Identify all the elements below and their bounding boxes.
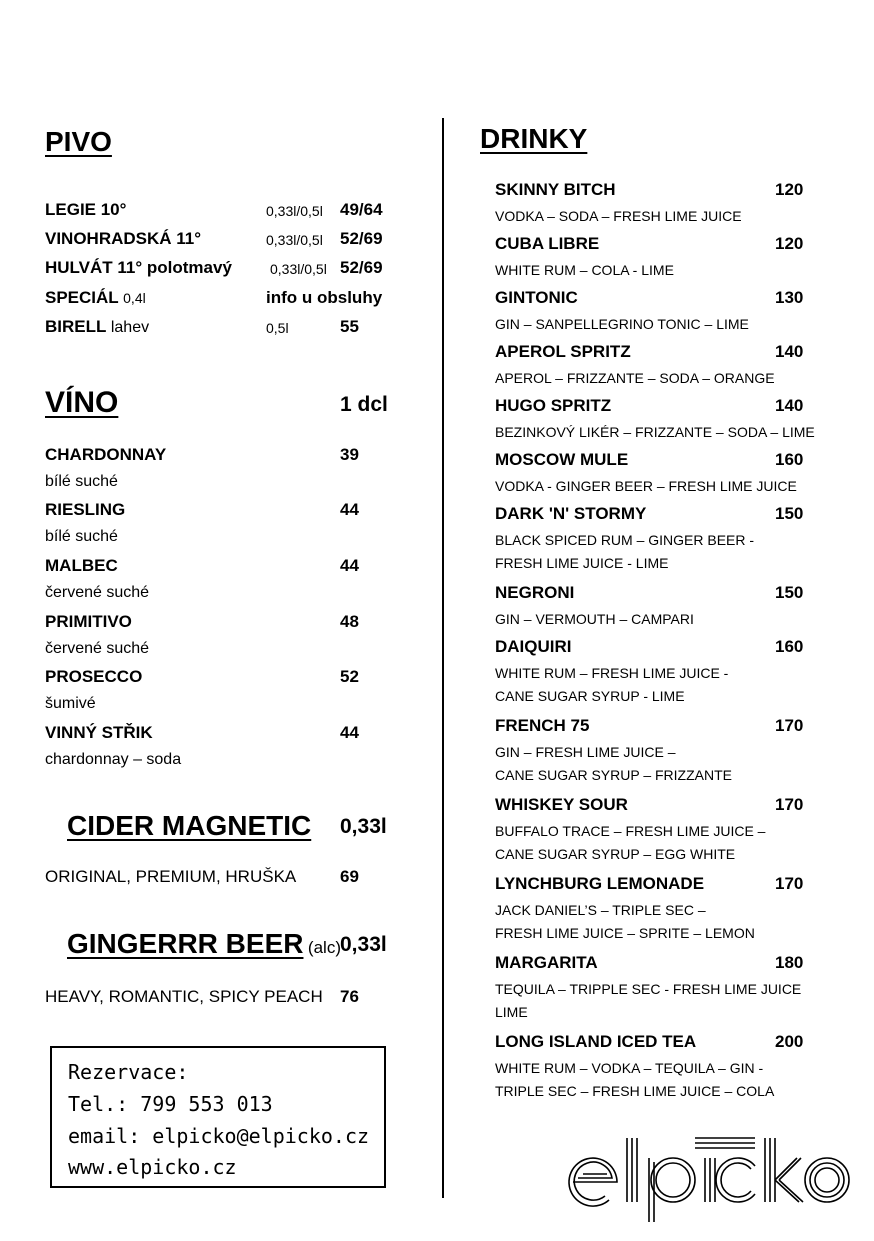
wine-desc: červené suché	[45, 584, 150, 601]
drink-name: HUGO SPRITZ	[495, 396, 612, 415]
reservation-website: www.elpicko.cz	[68, 1155, 237, 1179]
drink-price: 120	[775, 180, 804, 199]
drink-price: 200	[775, 1032, 804, 1051]
section-title-cider: CIDER MAGNETIC	[67, 810, 312, 841]
drink-ingredients: CANE SUGAR SYRUP – EGG WHITE	[495, 846, 736, 862]
elpicko-logo	[565, 1130, 855, 1225]
beer-extra: 0,4l	[123, 290, 146, 306]
drink-ingredients: GIN – FRESH LIME JUICE –	[495, 744, 676, 760]
wine-desc: bílé suché	[45, 473, 118, 490]
wine-unit: 1 dcl	[340, 393, 388, 416]
wine-name: VINNÝ STŘIK	[45, 723, 153, 742]
ginger-note: (alc)	[307, 938, 341, 957]
beer-name: HULVÁT 11° polotmavý	[45, 258, 232, 277]
beer-row-special	[45, 288, 146, 308]
drink-ingredients: LIME	[495, 1004, 528, 1020]
section-title-pivo: PIVO	[45, 126, 112, 157]
drink-price: 180	[775, 953, 804, 972]
beer-size: 0,5l	[266, 320, 289, 336]
wine-desc: šumivé	[45, 695, 96, 712]
wine-price: 44	[340, 500, 359, 519]
wine-price: 39	[340, 445, 359, 464]
section-title-drinky: DRINKY	[480, 123, 588, 154]
drink-ingredients: CANE SUGAR SYRUP – FRIZZANTE	[495, 767, 733, 783]
column-divider	[442, 118, 444, 1198]
section-title-ginger-row	[45, 928, 341, 960]
drink-ingredients: VODKA - GINGER BEER – FRESH LIME JUICE	[495, 478, 797, 494]
beer-price: 52/69	[340, 229, 383, 248]
beer-name: SPECIÁL	[45, 288, 119, 307]
beer-price: 55	[340, 317, 359, 336]
drink-price: 140	[775, 396, 804, 415]
drink-price: 150	[775, 504, 804, 523]
drink-ingredients: APEROL – FRIZZANTE – SODA – ORANGE	[495, 370, 775, 386]
drink-name: GINTONIC	[495, 288, 578, 307]
drink-price: 130	[775, 288, 804, 307]
beer-size: 0,33l/0,5l	[266, 232, 323, 248]
drink-name: APEROL SPRITZ	[495, 342, 631, 361]
reservation-phone: Tel.: 799 553 013	[68, 1092, 273, 1116]
drink-price: 170	[775, 795, 804, 814]
drink-name: NEGRONI	[495, 583, 575, 602]
drink-ingredients: GIN – SANPELLEGRINO TONIC – LIME	[495, 316, 749, 332]
wine-desc: bílé suché	[45, 528, 118, 545]
reservation-label: Rezervace:	[68, 1060, 189, 1084]
beer-name: BIRELL	[45, 317, 107, 336]
beer-size: 0,33l/0,5l	[270, 261, 327, 277]
drink-price: 150	[775, 583, 804, 602]
drink-ingredients: JACK DANIEL’S – TRIPLE SEC –	[495, 902, 706, 918]
reservation-email: email: elpicko@elpicko.cz	[68, 1124, 370, 1148]
beer-extra: lahev	[110, 319, 150, 336]
beer-name: LEGIE 10°	[45, 200, 127, 219]
cider-unit: 0,33l	[340, 815, 387, 838]
wine-price: 52	[340, 667, 359, 686]
drink-name: MARGARITA	[495, 953, 598, 972]
drink-ingredients: CANE SUGAR SYRUP - LIME	[495, 688, 685, 704]
drink-ingredients: BUFFALO TRACE – FRESH LIME JUICE –	[495, 823, 766, 839]
reservation-box	[50, 1046, 386, 1188]
beer-row-birell	[45, 317, 149, 337]
wine-name: CHARDONNAY	[45, 445, 167, 464]
drink-name: MOSCOW MULE	[495, 450, 629, 469]
cider-flavors: ORIGINAL, PREMIUM, HRUŠKA	[45, 867, 297, 886]
wine-price: 48	[340, 612, 359, 631]
drink-price: 170	[775, 716, 804, 735]
beer-price: 49/64	[340, 200, 383, 219]
drink-ingredients: BEZINKOVÝ LIKÉR – FRIZZANTE – SODA – LIME	[495, 424, 815, 440]
beer-price: info u obsluhy	[266, 288, 383, 307]
drink-name: DARK 'N' STORMY	[495, 504, 647, 523]
wine-desc: červené suché	[45, 640, 150, 657]
drink-name: LYNCHBURG LEMONADE	[495, 874, 705, 893]
drink-name: CUBA LIBRE	[495, 234, 600, 253]
wine-name: MALBEC	[45, 556, 118, 575]
drink-name: SKINNY BITCH	[495, 180, 616, 199]
beer-size: 0,33l/0,5l	[266, 203, 323, 219]
drink-price: 120	[775, 234, 804, 253]
drink-name: WHISKEY SOUR	[495, 795, 628, 814]
ginger-price: 76	[340, 987, 359, 1006]
wine-price: 44	[340, 556, 359, 575]
cider-price: 69	[340, 867, 359, 886]
drink-name: DAIQUIRI	[495, 637, 572, 656]
drink-price: 160	[775, 450, 804, 469]
wine-name: RIESLING	[45, 500, 126, 519]
drink-ingredients: TEQUILA – TRIPPLE SEC - FRESH LIME JUICE	[495, 981, 802, 997]
drink-ingredients: TRIPLE SEC – FRESH LIME JUICE – COLA	[495, 1083, 775, 1099]
drink-ingredients: WHITE RUM – COLA - LIME	[495, 262, 674, 278]
wine-price: 44	[340, 723, 359, 742]
section-title-vino: VÍNO	[45, 386, 119, 419]
ginger-flavors: HEAVY, ROMANTIC, SPICY PEACH	[45, 987, 323, 1006]
beer-name: VINOHRADSKÁ 11°	[45, 229, 202, 248]
drink-ingredients: WHITE RUM – VODKA – TEQUILA – GIN -	[495, 1060, 764, 1076]
drink-ingredients: BLACK SPICED RUM – GINGER BEER -	[495, 532, 755, 548]
drink-ingredients: FRESH LIME JUICE - LIME	[495, 555, 669, 571]
drink-price: 140	[775, 342, 804, 361]
drink-price: 160	[775, 637, 804, 656]
drink-name: FRENCH 75	[495, 716, 590, 735]
drink-ingredients: GIN – VERMOUTH – CAMPARI	[495, 611, 694, 627]
ginger-unit: 0,33l	[340, 933, 387, 956]
drink-ingredients: WHITE RUM – FRESH LIME JUICE -	[495, 665, 729, 681]
drink-ingredients: VODKA – SODA – FRESH LIME JUICE	[495, 208, 742, 224]
drink-price: 170	[775, 874, 804, 893]
beer-price: 52/69	[340, 258, 383, 277]
drink-name: LONG ISLAND ICED TEA	[495, 1032, 697, 1051]
wine-name: PRIMITIVO	[45, 612, 132, 631]
section-title-ginger: GINGERRR BEER	[67, 928, 304, 959]
wine-desc: chardonnay – soda	[45, 751, 182, 768]
drink-ingredients: FRESH LIME JUICE – SPRITE – LEMON	[495, 925, 755, 941]
wine-name: PROSECCO	[45, 667, 143, 686]
